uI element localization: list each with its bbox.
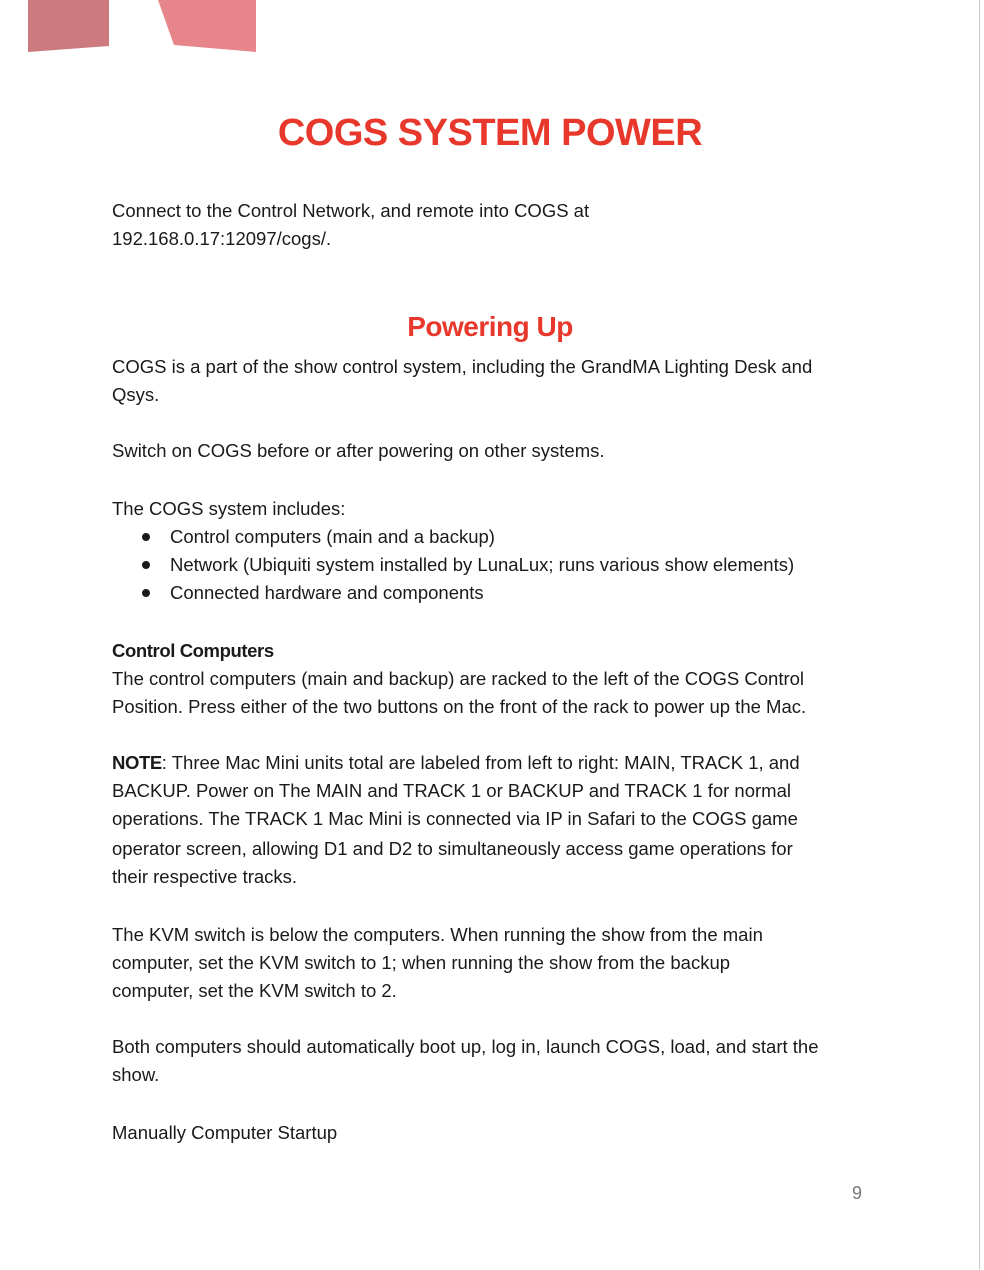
banner-shape-right (158, 0, 256, 52)
bullet-icon (142, 561, 150, 569)
control-computers-heading: Control Computers (112, 640, 274, 661)
paragraph-line: operations. The TRACK 1 Mac Mini is connected via IP in Safari to the COGS game (112, 808, 798, 829)
paragraph-line: The KVM switch is below the computers. When running the show from the main (112, 924, 763, 945)
paragraph-line: computer, set the KVM switch to 1; when running the show from the backup (112, 952, 731, 973)
intro-line: Connect to the Control Network, and remote into COGS at (112, 200, 590, 221)
paragraph-manual-startup: Manually Computer Startup (112, 1122, 338, 1143)
system-components-list (112, 523, 872, 607)
note-paragraph (112, 749, 872, 891)
list-item (112, 551, 872, 579)
paragraph-line: Both computers should automatically boot up, log in, launch COGS, load, and start the (112, 1036, 819, 1057)
paragraph-line: operator screen, allowing D1 and D2 to simultaneously access game operations for (112, 838, 793, 859)
paragraph-line (112, 749, 872, 777)
bullet-icon (142, 533, 150, 541)
paragraph-line: COGS is a part of the show control system, including the GrandMA Lighting Desk and (112, 356, 813, 377)
list-item-text: Control computers (main and a backup) (170, 526, 495, 547)
paragraph-show-control (112, 353, 872, 409)
list-item (112, 579, 872, 607)
paragraph-line: computer, set the KVM switch to 2. (112, 980, 397, 1001)
paragraph-line: BACKUP. Power on The MAIN and TRACK 1 or BACKUP and TRACK 1 for normal (112, 780, 791, 801)
list-item-text: Network (Ubiquiti system installed by LunaLux; runs various show elements) (170, 554, 795, 575)
page-number: 9 (852, 1183, 863, 1203)
paragraph-auto-boot (112, 1033, 872, 1089)
page-title: COGS SYSTEM POWER (277, 112, 703, 154)
paragraph-kvm-switch (112, 921, 872, 1005)
page-edge (979, 0, 980, 1270)
paragraph-control-computers (112, 665, 872, 721)
list-item-text: Connected hardware and components (170, 582, 484, 603)
paragraph-line: Qsys. (112, 384, 160, 405)
paragraph-line: The control computers (main and backup) are racked to the left of the COGS Control (112, 668, 805, 689)
bullet-icon (142, 589, 150, 597)
banner-shape-left (28, 0, 109, 52)
paragraph-line: their respective tracks. (112, 866, 298, 887)
paragraph-switch-on: Switch on COGS before or after powering on other systems. (112, 440, 605, 461)
paragraph-line: Position. Press either of the two buttons on the front of the rack to power up the Mac. (112, 696, 807, 717)
note-text: : Three Mac Mini units total are labeled from left to right: MAIN, TRACK 1, and (161, 752, 800, 773)
note-label: NOTE (112, 752, 162, 773)
paragraph-line: show. (112, 1064, 160, 1085)
intro-paragraph (112, 197, 872, 253)
section-heading: Powering Up (407, 311, 573, 342)
decorative-banner (0, 0, 260, 56)
paragraph-system-includes: The COGS system includes: (112, 498, 346, 519)
list-item (112, 523, 872, 551)
intro-line: 192.168.0.17:12097/cogs/. (112, 228, 332, 249)
